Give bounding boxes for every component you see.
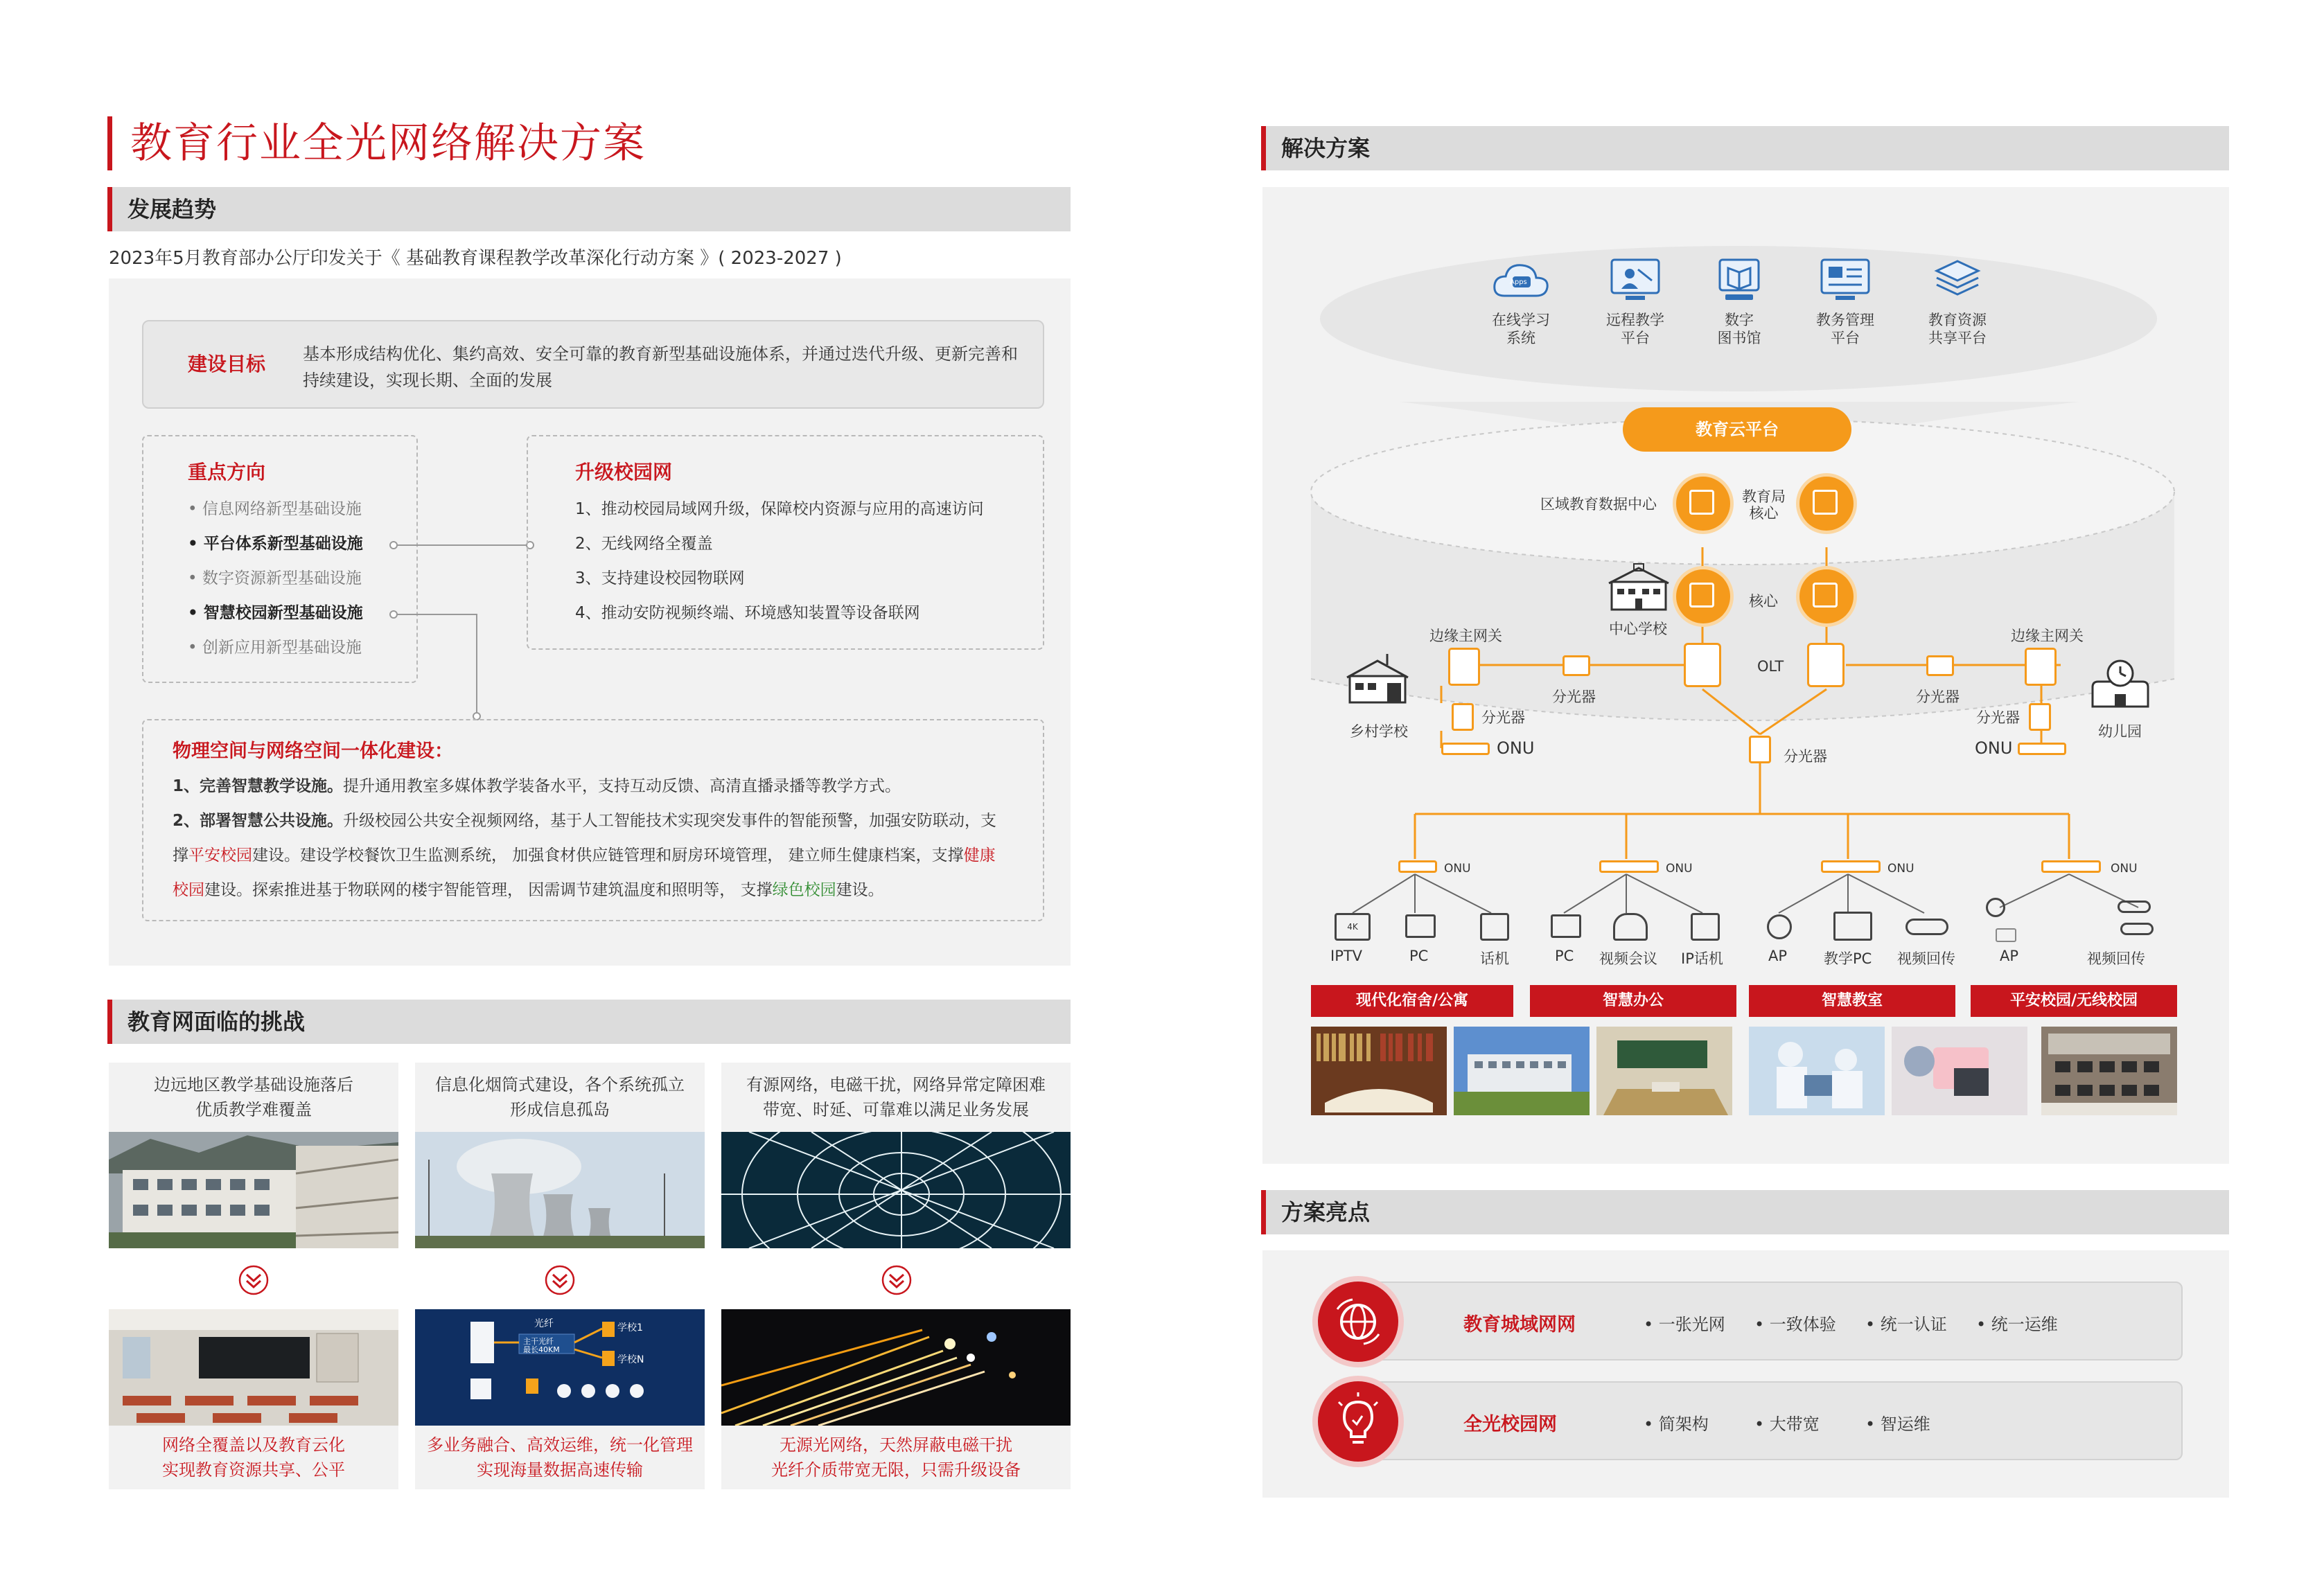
app-label (1597, 311, 1673, 347)
integration-text-span: 提升通用教室多媒体教学装备水平，支持互动反馈、高清直播录播等教学方式。 (343, 777, 901, 795)
integration-text-span: 建设。探索推进基于物联网的楼宇智能管理， 因需调节建筑温度和照明等， 支撑 (204, 881, 773, 899)
section-heading-trend: 发展趋势 (107, 187, 1071, 231)
focus-title: 重点方向 (188, 461, 266, 484)
app-label-line: 系统 (1506, 330, 1535, 346)
digital-library-icon (1709, 253, 1770, 308)
integration-text-span: 撑 (173, 846, 188, 865)
lightbulb-icon (1318, 1381, 1398, 1462)
iptv-icon (1335, 913, 1371, 941)
camera-icon (1905, 919, 1948, 935)
caption-line: 有源网络，电磁干扰，网络异常定障困难 (746, 1075, 1046, 1094)
app-label-line: 平台 (1831, 330, 1860, 346)
integration-box (142, 719, 1044, 921)
central-school-label: 中心学校 (1609, 621, 1667, 637)
bureau-core-switch-icon (1799, 477, 1854, 531)
edge-gateway-right-label: 边缘主网关 (2011, 628, 2084, 644)
onu-dorm-icon (1398, 860, 1437, 873)
focus-box (142, 435, 418, 683)
highlight-item: • 大带宽 (1754, 1415, 1820, 1434)
caption-line: 信息化烟筒式建设，各个系统孤立 (435, 1075, 685, 1094)
focus-item-label: 平台体系新型基础设施 (203, 535, 363, 553)
device-label: IP话机 (1681, 950, 1723, 967)
caption-line: 多业务融合、高效运维，统一化管理 (427, 1435, 693, 1455)
scenario-tag-safe-campus: 平安校园/无线校园 (1971, 985, 2177, 1017)
splitter-left-label: 分光器 (1552, 689, 1596, 705)
highlight-green-campus: 绿色校园 (772, 881, 836, 899)
lab-photo (1749, 1027, 1885, 1115)
app-edu-management (1807, 253, 1883, 347)
kindergarten-label: 幼儿园 (2098, 723, 2142, 740)
caption-line: 网络全覆盖以及教育云化 (162, 1435, 345, 1455)
scenario-tag-office: 智慧办公 (1530, 985, 1736, 1017)
globe-network-icon (1318, 1282, 1398, 1362)
challenge-bottom-2 (415, 1426, 705, 1489)
onu-office-label: ONU (1666, 862, 1693, 876)
challenge-caption (109, 1063, 398, 1122)
app-label-line: 在线学习 (1492, 312, 1550, 328)
chevron-down-icon (238, 1264, 270, 1296)
app-label-line: 平台 (1621, 330, 1650, 346)
challenge-bottom-3 (721, 1426, 1071, 1489)
upgrade-item: 2、无线网络全覆盖 (575, 535, 713, 553)
core-switch-left-icon (1676, 569, 1730, 623)
highlight-health-campus: 校园 (173, 881, 204, 899)
challenge-solution (109, 1426, 398, 1482)
kindergarten-icon (2087, 657, 2154, 715)
integration-lead: 1、完善智慧教学设施。 (173, 777, 344, 795)
chevron-down-icon (544, 1264, 576, 1296)
focus-list (188, 492, 363, 665)
page-title: 教育行业全光网络解决方案 (107, 116, 646, 170)
app-label-line: 数字 (1725, 312, 1754, 328)
app-label-line: 共享平台 (1928, 330, 1987, 346)
challenge-bottom-1 (109, 1426, 398, 1489)
teaching-pc-icon (1833, 912, 1872, 941)
school-building-icon (1608, 561, 1670, 614)
caption-line: 光纤介质带宽无限，只需升级设备 (771, 1460, 1021, 1480)
bureau-core-label (1742, 488, 1786, 522)
challenge-top-2 (415, 1063, 705, 1132)
focus-item: • 数字资源新型基础设施 (188, 569, 362, 587)
focus-item-label: 信息网络新型基础设施 (202, 500, 362, 518)
device-label: IPTV (1330, 948, 1363, 964)
bureau-core-line: 核心 (1749, 505, 1779, 522)
splitter-edge-left-label: 分光器 (1481, 709, 1525, 726)
onu-classroom-icon (1821, 860, 1881, 873)
core-label: 核心 (1749, 593, 1778, 610)
section-heading-solution: 解决方案 (1261, 126, 2229, 170)
device-label: 视频会议 (1599, 950, 1657, 967)
apps-badge: Apps (1510, 278, 1527, 286)
video-conference-icon (1613, 913, 1648, 941)
integration-text-span: 升级校园公共安全视频网络，基于人工智能技术实现突发事件的智能预警，加强安防联动，支 (343, 812, 997, 830)
challenge-caption (415, 1063, 705, 1122)
onu-rural-icon (1441, 743, 1490, 755)
pc-icon (1405, 914, 1436, 938)
pc-icon (1551, 914, 1581, 938)
rural-school-photo (109, 1132, 398, 1248)
smart-classroom-students-photo (1892, 1027, 2027, 1115)
integration-line (173, 769, 1025, 804)
device-label: 视频回传 (1897, 950, 1955, 967)
caption-line: 形成信息孤岛 (510, 1100, 610, 1119)
focus-item-label: 数字资源新型基础设施 (202, 569, 362, 587)
splitter-edge-right-icon (2029, 703, 2051, 731)
onu-rural-label: ONU (1497, 738, 1535, 758)
edu-management-icon (1815, 253, 1876, 308)
upgrade-item: 1、推动校园局域网升级，保障校内资源与应用的高速访问 (575, 500, 984, 518)
caption-line: 带宽、时延、可靠难以满足业务发展 (763, 1100, 1029, 1119)
caption-line: 边远地区教学基础设施落后 (154, 1075, 353, 1094)
rural-school-icon (1346, 651, 1409, 707)
diagram-label: 最长40KM (523, 1345, 560, 1354)
upgrade-item: 3、支持建设校园物联网 (575, 569, 745, 587)
app-remote-teaching (1597, 253, 1673, 347)
goal-box (142, 320, 1044, 409)
onu-safe-campus-icon (2041, 860, 2101, 873)
splitter-edge-left-icon (1452, 703, 1474, 731)
focus-item: • 信息网络新型基础设施 (188, 500, 362, 518)
bureau-core-line: 教育局 (1742, 488, 1786, 505)
highlight-health: 健康 (963, 846, 996, 865)
onu-kindergarten-label: ONU (1975, 738, 2013, 758)
caption-line: 实现教育资源共享、公平 (162, 1460, 345, 1480)
camera-icon (2118, 901, 2151, 913)
focus-connectors (388, 526, 540, 720)
app-label-line: 教育资源 (1928, 312, 1987, 328)
diagram-label: 学校1 (617, 1322, 643, 1333)
focus-item: • 智慧校园新型基础设施 (188, 604, 363, 622)
edge-gateway-right-icon (2025, 648, 2057, 686)
highlight-title: 全光校园网 (1463, 1414, 1557, 1435)
challenge-caption (721, 1063, 1071, 1122)
highlight-item: • 一致体验 (1754, 1315, 1836, 1334)
device-label: 话机 (1480, 950, 1509, 967)
rural-school-label: 乡村学校 (1350, 723, 1408, 740)
app-label (1919, 311, 1996, 347)
scenario-tag-dorm: 现代化宿舍/公寓 (1311, 985, 1513, 1017)
app-label-line: 教务管理 (1816, 312, 1874, 328)
wireframe-tunnel-photo (721, 1132, 1071, 1248)
scenario-tag-classroom: 智慧教室 (1749, 985, 1955, 1017)
device-label: 视频回传 (2087, 950, 2145, 967)
edge-gateway-left-label: 边缘主网关 (1429, 628, 1502, 644)
diagram-label: 光纤 (534, 1318, 554, 1329)
challenge-top-3 (721, 1063, 1071, 1132)
integration-line (173, 873, 1025, 907)
upgrade-box (527, 435, 1044, 650)
fiber-optic-photo (721, 1309, 1071, 1426)
challenge-solution (415, 1426, 705, 1482)
highlight-item: • 简架构 (1644, 1415, 1709, 1434)
app-label (1483, 311, 1559, 347)
data-center-label: 区域教育数据中心 (1540, 496, 1657, 513)
highlight-title: 教育城域网网 (1463, 1314, 1576, 1336)
office-room-photo (1596, 1027, 1732, 1115)
splitter-center-icon (1749, 736, 1771, 763)
remote-teaching-icon (1605, 253, 1666, 308)
integration-title: 物理空间与网络空间一体化建设： (173, 741, 453, 762)
caption-line: 实现海量数据高速传输 (477, 1460, 643, 1480)
campus-building-photo (1454, 1027, 1590, 1115)
goal-label: 建设目标 (188, 353, 266, 375)
focus-item-label: 智慧校园新型基础设施 (203, 604, 363, 622)
olt-left-icon (1684, 643, 1721, 687)
ip-phone-icon (1691, 913, 1720, 941)
device-label: PC (1555, 948, 1574, 964)
section-heading-challenges: 教育网面临的挑战 (107, 1000, 1071, 1044)
integration-text-span: 建设。建设学校餐饮卫生监测系统， 加强食材供应链管理和厨房环境管理， 建立师生健康档案，支撑 (252, 846, 964, 865)
iptv-badge: 4K (1347, 922, 1358, 932)
diagram-label: 主干光纤 (523, 1337, 554, 1346)
caption-line: 无源光网络，天然屏蔽电磁干扰 (780, 1435, 1012, 1455)
focus-item-label: 创新应用新型基础设施 (202, 639, 362, 657)
app-label-line: 远程教学 (1606, 312, 1664, 328)
integration-text-span: 建设。 (836, 881, 884, 899)
onu-office-icon (1599, 860, 1659, 873)
smart-classroom-photo (109, 1309, 398, 1426)
upgrade-item: 4、推动安防视频终端、环境感知装置等设备联网 (575, 604, 920, 622)
splitter-right-icon (1926, 655, 1954, 676)
ap-icon (1986, 898, 2005, 917)
core-switch-right-icon (1799, 569, 1854, 623)
app-resource-sharing (1919, 253, 1996, 347)
section-heading-highlights: 方案亮点 (1261, 1190, 2229, 1234)
highlight-item: • 智运维 (1865, 1415, 1930, 1434)
splitter-center-label: 分光器 (1784, 748, 1827, 765)
onu-safe-campus-label: ONU (2111, 862, 2138, 876)
integration-line (173, 804, 1025, 838)
onu-classroom-label: ONU (1887, 862, 1914, 876)
integration-lead: 2、部署智慧公共设施。 (173, 812, 344, 830)
data-center-switch-icon (1676, 477, 1730, 531)
highlight-row-campus (1351, 1381, 2183, 1460)
challenge-solution (721, 1426, 1071, 1482)
power-plant-photo (415, 1132, 705, 1248)
ap-icon-small (1996, 928, 2016, 942)
focus-item: • 平台体系新型基础设施 (188, 535, 363, 553)
app-online-learning (1483, 253, 1559, 347)
device-label: 教学PC (1824, 950, 1872, 967)
upgrade-title: 升级校园网 (575, 461, 673, 484)
device-label: AP (1768, 948, 1788, 964)
app-label (1701, 311, 1777, 347)
camera-icon (2120, 923, 2154, 935)
highlight-safe-campus: 平安校园 (188, 846, 252, 865)
highlight-item: • 一张光网 (1644, 1315, 1725, 1334)
caption-line: 优质教学难覆盖 (195, 1100, 312, 1119)
app-label (1807, 311, 1883, 347)
trend-intro: 2023年5月教育部办公厅印发关于《 基础教育课程教学改革深化行动方案 》( 2023-2027 ) (109, 248, 842, 269)
onu-dorm-label: ONU (1444, 862, 1471, 876)
olt-label: OLT (1757, 658, 1784, 675)
integration-text (173, 769, 1025, 907)
olt-right-icon (1807, 643, 1845, 687)
focus-item: • 创新应用新型基础设施 (188, 639, 362, 657)
cloud-platform-pill: 教育云平台 (1623, 407, 1851, 452)
resource-sharing-icon (1927, 253, 1988, 308)
challenge-top-1 (109, 1063, 398, 1132)
device-label: AP (2000, 948, 2019, 964)
computer-lab-photo (2041, 1027, 2177, 1115)
splitter-edge-right-label: 分光器 (1976, 709, 2020, 726)
splitter-left-icon (1562, 655, 1590, 676)
app-digital-library (1701, 253, 1777, 347)
phone-icon (1480, 913, 1509, 941)
highlight-row-metro (1351, 1282, 2183, 1360)
app-label-line: 图书馆 (1717, 330, 1761, 346)
library-photo (1311, 1027, 1447, 1115)
goal-text: 基本形成结构优化、集约高效、安全可靠的教育新型基础设施体系，并通过迭代升级、更新完善和持续建设，实现长期、全面的发展 (303, 344, 1018, 390)
device-label: PC (1409, 948, 1429, 964)
onu-kindergarten-icon (2018, 743, 2066, 755)
network-diagram-photo (415, 1309, 705, 1426)
upgrade-list (575, 492, 984, 630)
diagram-label: 学校N (617, 1354, 644, 1365)
chevron-down-icon (881, 1264, 913, 1296)
highlight-item: • 统一运维 (1976, 1315, 2058, 1334)
ap-icon (1767, 914, 1792, 939)
highlight-item: • 统一认证 (1865, 1315, 1947, 1334)
splitter-right-label: 分光器 (1916, 689, 1960, 705)
edge-gateway-left-icon (1448, 648, 1480, 686)
integration-line (173, 838, 1025, 873)
